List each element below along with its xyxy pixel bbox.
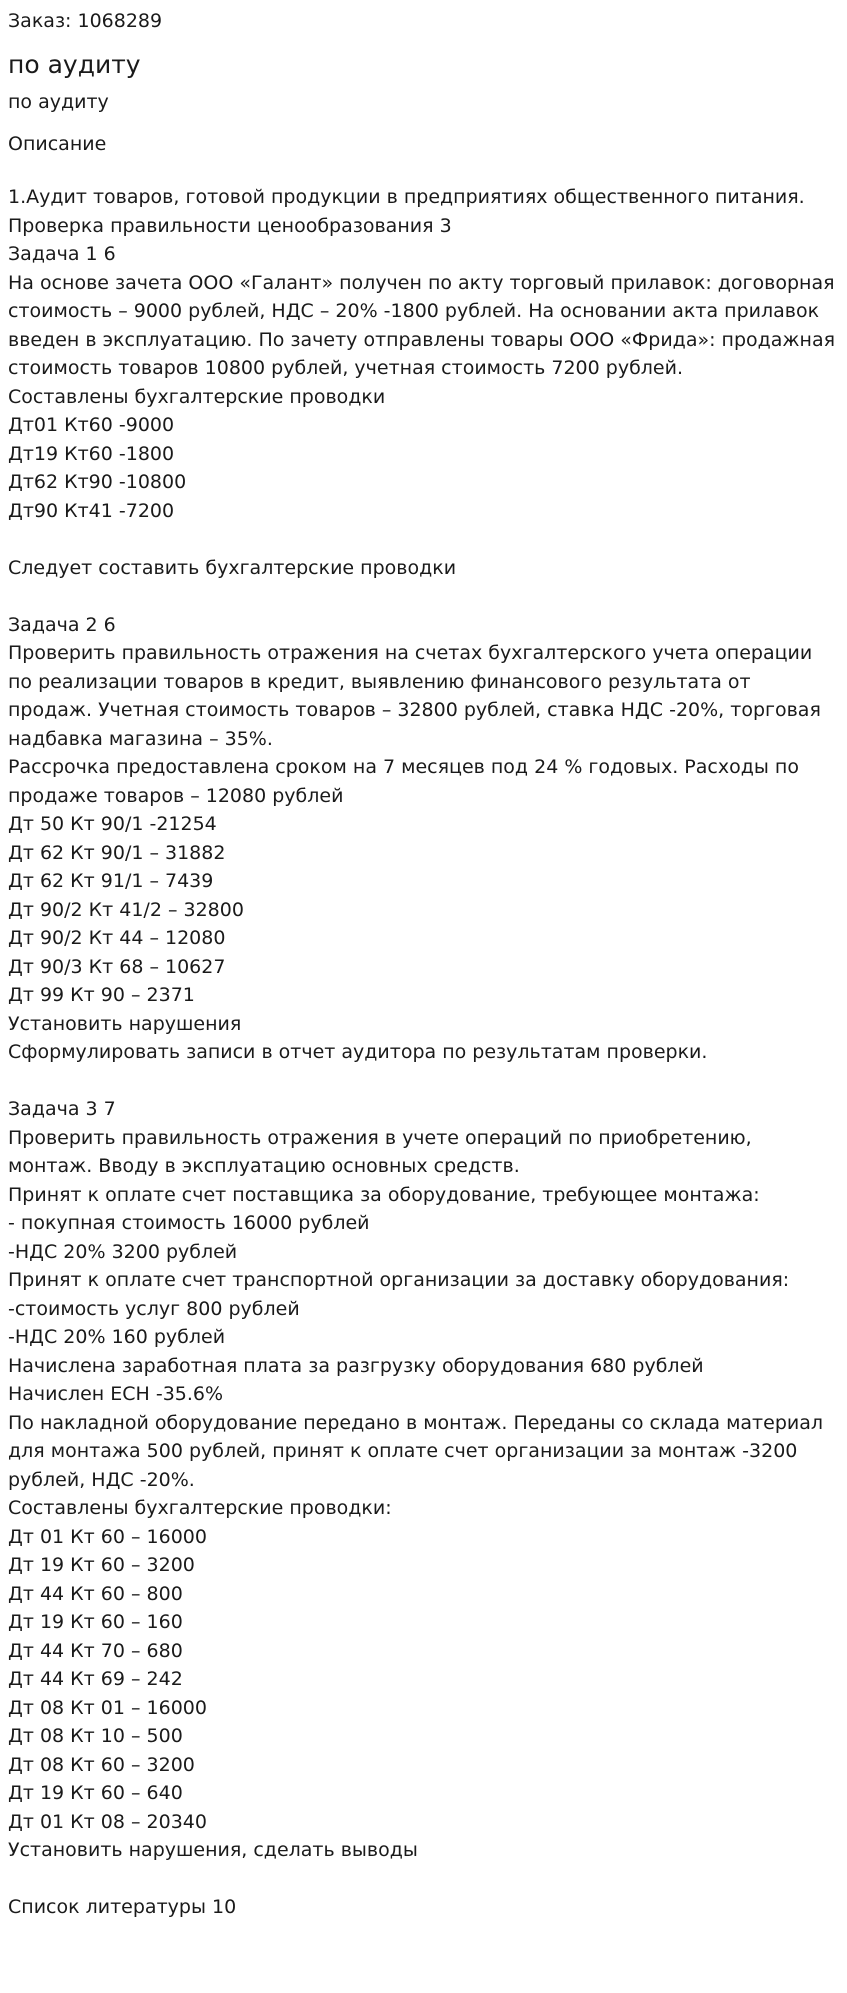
description-line: Дт 99 Кт 90 – 2371: [8, 984, 195, 1006]
description-line: Дт01 Кт60 -9000: [8, 414, 175, 436]
description-line: Дт 01 Кт 08 – 20340: [8, 1810, 207, 1833]
description-line: Дт 44 Кт 69 – 242: [8, 1668, 183, 1690]
description-line: Дт 62 Кт 91/1 – 7439: [8, 870, 214, 892]
description-blank-line: [8, 525, 847, 554]
description-line: стоимость – 9000 рублей, НДС – 20% -1800 рублей. На основании акта прилавок: [8, 300, 820, 322]
description-line: -НДС 20% 160 рублей: [8, 1326, 226, 1348]
description-line: продаже товаров – 12080 рублей: [8, 784, 344, 807]
description-line: Дт 08 Кт 01 – 16000: [8, 1696, 207, 1719]
description-line: Дт 44 Кт 70 – 680: [8, 1639, 183, 1662]
description-line: Дт90 Кт41 -7200: [8, 499, 175, 522]
description-line: надбавка магазина – 35%.: [8, 727, 273, 750]
description-line: Составлены бухгалтерские проводки:: [8, 1497, 392, 1519]
description-line: Дт 90/3 Кт 68 – 10627: [8, 955, 226, 978]
description-line: Установить нарушения: [8, 1012, 242, 1035]
description-line: Дт62 Кт90 -10800: [8, 471, 187, 493]
description-line: Сформулировать записи в отчет аудитора по результатам проверки.: [8, 1041, 708, 1063]
description-line: Принят к оплате счет поставщика за оборудование, требующее монтажа:: [8, 1183, 760, 1206]
description-body: [8, 183, 847, 1922]
description-line: Проверить правильность отражения на счетах бухгалтерского учета операции: [8, 642, 813, 664]
description-line: Дт 19 Кт 60 – 160: [8, 1611, 183, 1633]
description-line: На основе зачета ООО «Галант» получен по акту торговый прилавок: договорная: [8, 271, 835, 294]
description-line: продаж. Учетная стоимость товаров – 32800 рублей, ставка НДС -20%, торговая: [8, 699, 821, 721]
description-line: Дт 19 Кт 60 – 3200: [8, 1554, 195, 1576]
description-line: -стоимость услуг 800 рублей: [8, 1297, 300, 1320]
description-line: Дт 44 Кт 60 – 800: [8, 1582, 183, 1605]
description-line: Дт 01 Кт 60 – 16000: [8, 1525, 207, 1548]
description-line: Задача 3 7: [8, 1098, 116, 1120]
description-blank-line: [8, 582, 847, 611]
description-line: Рассрочка предоставлена сроком на 7 месяцев под 24 % годовых. Расходы по: [8, 756, 799, 778]
description-line: Дт 19 Кт 60 – 640: [8, 1782, 183, 1804]
description-line: Дт 90/2 Кт 41/2 – 32800: [8, 898, 244, 921]
description-line: Начислена заработная плата за разгрузку оборудования 680 рублей: [8, 1354, 704, 1377]
description-line: Следует составить бухгалтерские проводки: [8, 556, 457, 579]
description-line: Дт 50 Кт 90/1 -21254: [8, 813, 217, 835]
description-line: для монтажа 500 рублей, принят к оплате счет организации за монтаж -3200: [8, 1440, 798, 1462]
description-line: - покупная стоимость 16000 рублей: [8, 1212, 370, 1234]
description-line: По накладной оборудование передано в монтаж. Переданы со склада материал: [8, 1411, 824, 1434]
description-line: -НДС 20% 3200 рублей: [8, 1240, 238, 1263]
description-line: Составлены бухгалтерские проводки: [8, 385, 386, 408]
description-line: Дт 62 Кт 90/1 – 31882: [8, 841, 226, 864]
description-line: 1.Аудит товаров, готовой продукции в предприятиях общественного питания.: [8, 186, 805, 208]
description-blank-line: [8, 1067, 847, 1096]
subject-title: по аудиту: [8, 50, 141, 79]
description-heading: Описание: [8, 133, 107, 155]
description-line: Установить нарушения, сделать выводы: [8, 1839, 418, 1861]
description-line: рублей, НДС -20%.: [8, 1468, 195, 1491]
description-line: по реализации товаров в кредит, выявлению финансового результата от: [8, 670, 751, 693]
order-number: Заказ: 1068289: [8, 10, 163, 32]
description-line: Начислен ЕСН -35.6%: [8, 1383, 224, 1405]
description-line: Проверить правильность отражения в учете операций по приобретению,: [8, 1126, 752, 1149]
description-line: введен в эксплуатацию. По зачету отправлены товары ООО «Фрида»: продажная: [8, 328, 836, 351]
description-line: Список литературы 10: [8, 1896, 237, 1918]
description-line: Дт 08 Кт 60 – 3200: [8, 1753, 195, 1776]
description-line: Принят к оплате счет транспортной организации за доставку оборудования:: [8, 1269, 790, 1291]
description-line: Задача 2 6: [8, 613, 116, 636]
description-line: монтаж. Вводу в эксплуатацию основных средств.: [8, 1155, 520, 1177]
subject-subtitle: по аудиту: [8, 91, 109, 113]
description-line: Дт 08 Кт 10 – 500: [8, 1725, 183, 1747]
description-line: Проверка правильности ценообразования 3: [8, 214, 452, 237]
description-line: Дт19 Кт60 -1800: [8, 442, 175, 465]
description-line: Задача 1 6: [8, 243, 116, 265]
description-line: стоимость товаров 10800 рублей, учетная стоимость 7200 рублей.: [8, 357, 684, 379]
description-line: Дт 90/2 Кт 44 – 12080: [8, 927, 226, 949]
description-blank-line: [8, 1865, 847, 1894]
